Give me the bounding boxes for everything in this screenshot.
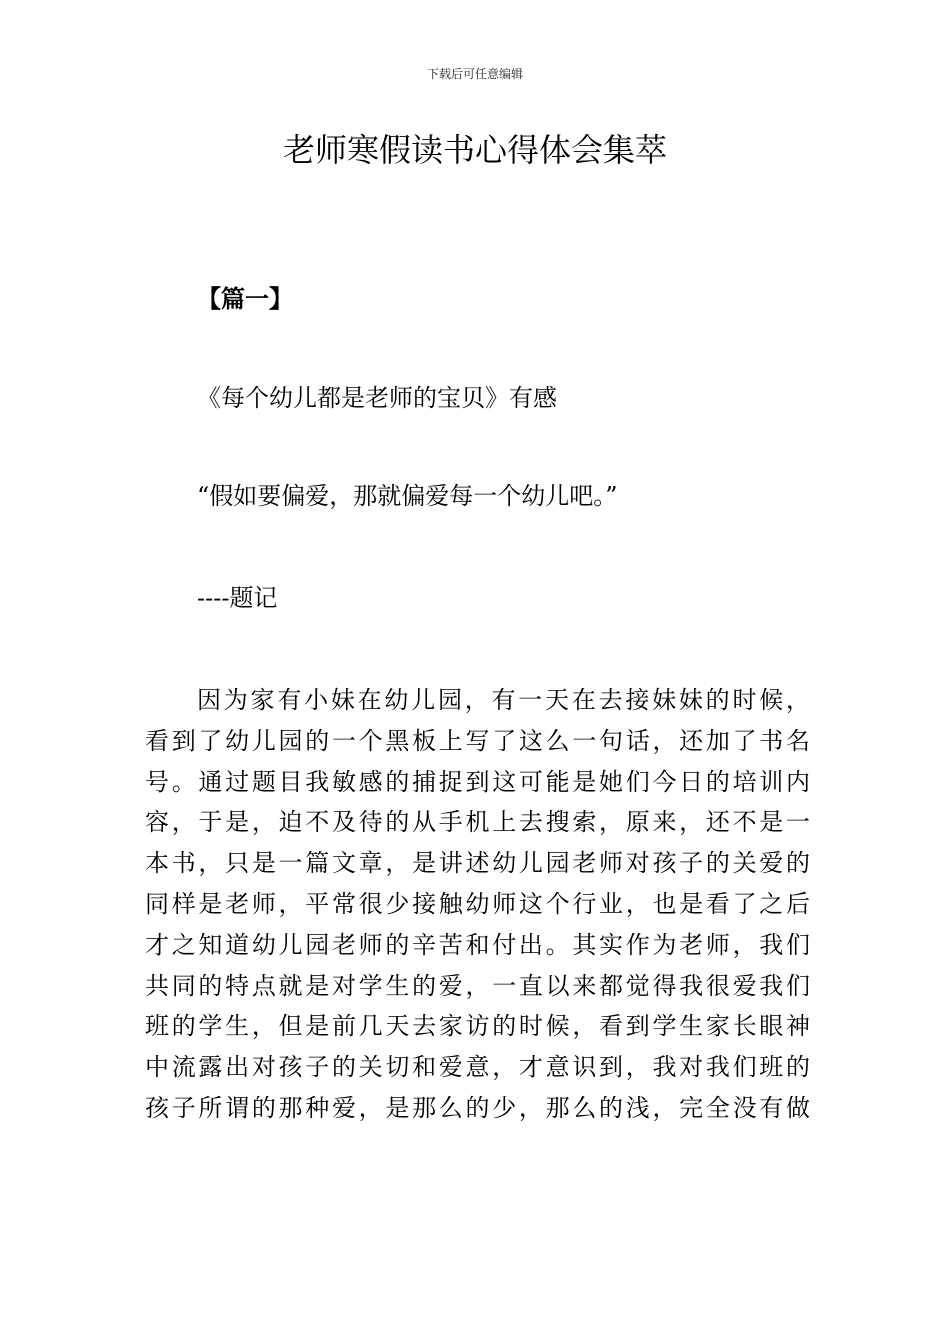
body-line: 中流露出对孩子的关切和爱意，才意识到，我对我们班的 bbox=[145, 1053, 810, 1082]
body-paragraph bbox=[145, 680, 810, 1129]
body-line: 班的学生，但是前几天去家访的时候，看到学生家长眼神 bbox=[145, 1012, 810, 1041]
body-line: 共同的特点就是对学生的爱，一直以来都觉得我很爱我们 bbox=[145, 971, 810, 1000]
body-line: 孩子所谓的那种爱，是那么的少，那么的浅，完全没有做 bbox=[145, 1093, 810, 1122]
body-line: 号。通过题目我敏感的捕捉到这可能是她们今日的培训内 bbox=[145, 767, 810, 796]
epigraph-quote: “假如要偏爱，那就偏爱每一个幼儿吧。” bbox=[197, 482, 618, 510]
epigraph-attribution: ----题记 bbox=[197, 584, 278, 612]
article-subtitle: 《每个幼儿都是老师的宝贝》有感 bbox=[197, 384, 557, 412]
section-label: 【篇一】 bbox=[197, 284, 293, 313]
body-line: 容，于是，迫不及待的从手机上去搜索，原来，还不是一 bbox=[145, 808, 810, 837]
body-line: 看到了幼儿园的一个黑板上写了这么一句话，还加了书名 bbox=[145, 726, 810, 755]
body-line: 本书，只是一篇文章，是讲述幼儿园老师对孩子的关爱的 bbox=[145, 849, 810, 878]
header-note: 下载后可任意编辑 bbox=[426, 67, 523, 81]
document-title: 老师寒假读书心得体会集萃 bbox=[282, 131, 667, 169]
body-line: 同样是老师，平常很少接触幼师这个行业，也是看了之后 bbox=[145, 889, 810, 918]
body-line: 因为家有小妹在幼儿园，有一天在去接妹妹的时候， bbox=[197, 686, 810, 714]
body-line: 才之知道幼儿园老师的辛苦和付出。其实作为老师，我们 bbox=[145, 930, 810, 959]
